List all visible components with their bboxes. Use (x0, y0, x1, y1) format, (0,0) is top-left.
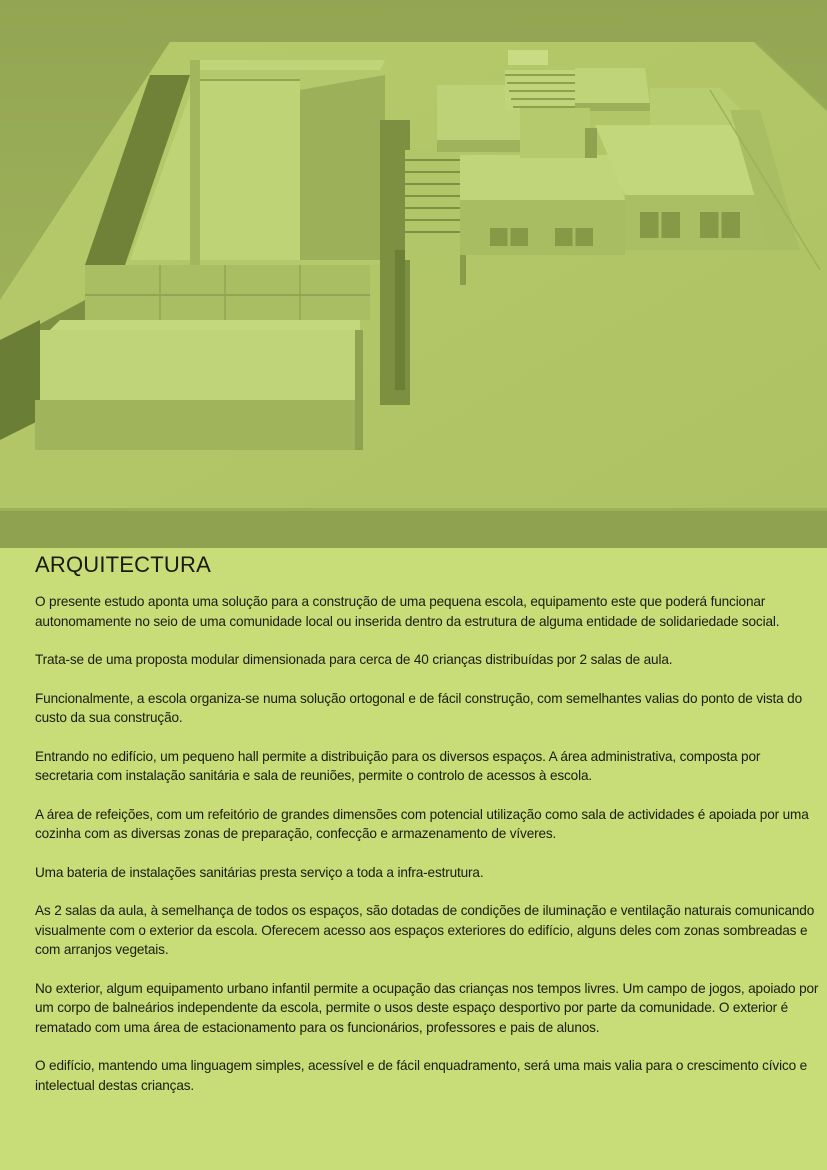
school-3d-model-illustration (0, 0, 827, 548)
architectural-model-render (0, 0, 827, 548)
paragraph-entrance: Entrando no edifício, um pequeno hall permite a distribuição para os diversos espaços. A área administrativa, composta por secretaria com instalação sanitária e sala de reuniões, permite o controlo de acessos à escola. (35, 748, 761, 783)
section-heading: ARQUITECTURA (35, 552, 211, 577)
paragraph-conclusion: O edifício, mantendo uma linguagem simples, acessível e de fácil enquadramento, será uma mais valia para o crescimento cívico e intelectual destas crianças. (35, 1058, 808, 1093)
paragraph-intro: O presente estudo aponta uma solução para a construção de uma pequena escola, equipamento este que poderá funcionar autonomamente no seio de uma comunidade local ou inserida dentro da estrutura de alguma entidade de solidariedade social. (35, 594, 780, 629)
text-content (35, 552, 820, 1114)
paragraph-exterior: No exterior, algum equipamento urbano infantil permite a ocupação das crianças nos tempos livres. Um campo de jogos, apoiado por um corpo de balneários independente da escola, permite o usos deste espaço desportivo por parte da comunidade. O exterior é rematado com uma área de estacionamento para os funcionários, professores e pais de alunos. (35, 980, 819, 1035)
paragraph-classrooms: As 2 salas da aula, à semelhança de todos os espaços, são dotadas de condições de iluminação e ventilação naturais comunicando visualmente com o exterior da escola. Oferecem acesso aos espaços exteriores do edifício, alguns deles com zonas sombreadas e com arranjos vegetais. (35, 903, 815, 957)
paragraph-modular: Trata-se de uma proposta modular dimensionada para cerca de 40 crianças distribuídas por 2 salas de aula. (35, 652, 673, 667)
paragraph-function: Funcionalmente, a escola organiza-se numa solução ortogonal e de fácil construção, com semelhantes valias do ponto de vista do custo da sua construção. (35, 690, 802, 725)
paragraph-sanitary: Uma bateria de instalações sanitárias presta serviço a toda a infra-estrutura. (35, 864, 484, 880)
paragraph-refectory: A área de refeições, com um refeitório de grandes dimensões com potencial utilização como sala de actividades é apoiada por uma cozinha com as diversas zonas de preparação, confecção e armazenamento de víveres. (35, 806, 809, 841)
